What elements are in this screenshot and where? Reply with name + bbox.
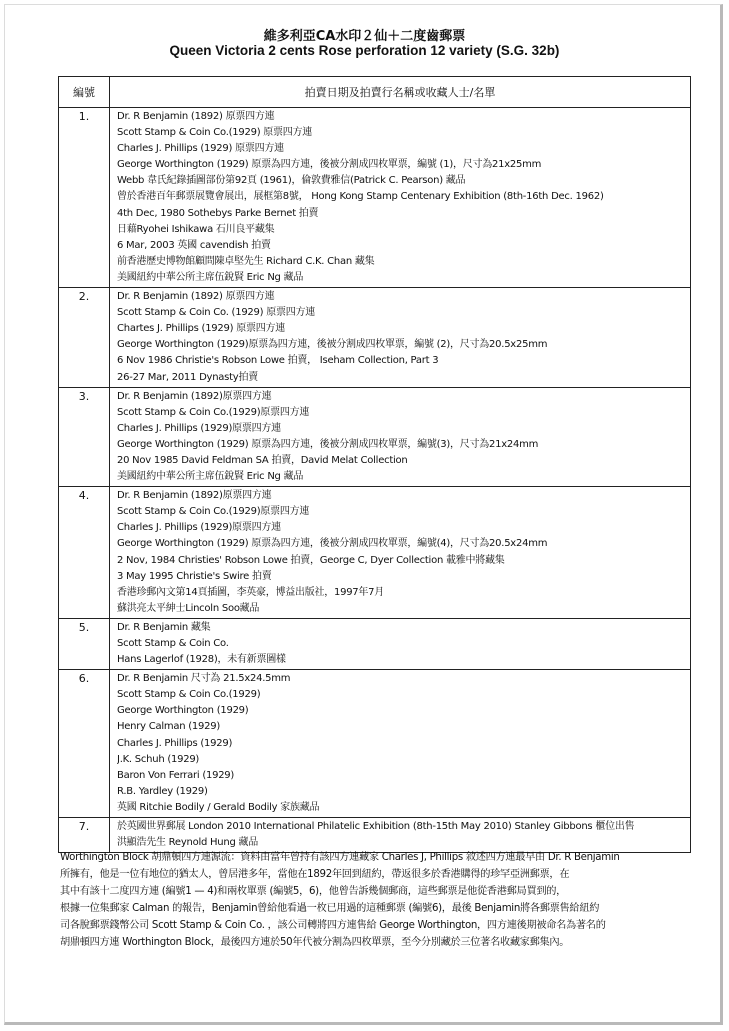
provenance-entry: Henry Calman (1929): [117, 721, 220, 733]
provenance-entry: 香港珍郵內文第14頁插圖，李英豪，博益出版社，1997年7月: [117, 586, 385, 598]
provenance-entry: 美國紐約中華公所主席伍銳賢 Eric Ng 藏品: [117, 271, 304, 283]
table-header-row: [59, 77, 691, 108]
provenance-entry: Dr. R Benjamin 藏集: [117, 621, 211, 633]
provenance-entry: R.B. Yardley (1929): [117, 785, 208, 797]
page-title-chinese: 維多利亞CA水印２仙＋二度齒郵票: [263, 29, 466, 44]
source-note-line: 司各脫郵票錢幣公司 Scott Stamp & Coin Co. ，該公司轉將四方連售給 George Worthington，四方連後期被命名為著名的: [60, 919, 606, 931]
row-entries: [110, 670, 691, 818]
provenance-entry: Charles J. Phillips (1929) 原票四方連: [117, 143, 284, 155]
row-number: 6.: [59, 670, 110, 818]
provenance-entry: Dr. R Benjamin 尺寸為 21.5x24.5mm: [117, 673, 291, 685]
table-row: [59, 108, 691, 288]
provenance-entry: 洪顯浩先生 Reynold Hung 藏品: [117, 837, 258, 849]
provenance-entry: George Worthington (1929) 原票為四方連，後被分割成四枚單票，編號(3)，尺寸為21x24mm: [117, 438, 539, 450]
provenance-entry: Webb 韋氏紀錄插圖部份第92頁 (1961)，倫敦費雅信(Patrick C. Pearson) 藏品: [117, 175, 466, 187]
provenance-entry: Dr. R Benjamin (1892) 原票四方連: [117, 291, 275, 303]
provenance-entry: Scott Stamp & Coin Co.(1929): [117, 689, 261, 701]
provenance-table: [58, 76, 691, 853]
provenance-entry: Chartes J. Phillips (1929) 原票四方連: [117, 323, 285, 335]
provenance-entry: Charles J. Phillips (1929)原票四方連: [117, 522, 281, 534]
provenance-entry: Scott Stamp & Coin Co.(1929)原票四方連: [117, 406, 310, 418]
row-number: 1.: [59, 108, 110, 288]
provenance-entry: 20 Nov 1985 David Feldman SA 拍賣，David Melat Collection: [117, 454, 408, 466]
worthington-block-source-note: [60, 850, 696, 951]
column-header-details: 拍賣日期及拍賣行名稱或收藏人士/名單: [110, 77, 691, 108]
provenance-entry: George Worthington (1929) 原票為四方連，後被分割成四枚單票，編號(4)，尺寸為20.5x24mm: [117, 538, 548, 550]
provenance-entry: 美國紐約中華公所主席伍銳賢 Eric Ng 藏品: [117, 471, 304, 483]
provenance-entry: 4th Dec, 1980 Sothebys Parke Bernet 拍賣: [117, 207, 319, 219]
provenance-entry: 英國 Ritchie Bodily / Gerald Bodily 家族藏品: [117, 801, 320, 813]
provenance-entry: Scott Stamp & Coin Co.(1929)原票四方連: [117, 506, 310, 518]
provenance-entry: 2 Nov, 1984 Christies' Robson Lowe 拍賣，George C, Dyer Collection 載雅中將藏集: [117, 554, 505, 566]
row-entries: [110, 818, 691, 853]
provenance-entry: Charles J. Phillips (1929)原票四方連: [117, 422, 281, 434]
provenance-entry: 3 May 1995 Christie's Swire 拍賣: [117, 570, 272, 582]
table-row: [59, 487, 691, 619]
column-header-number: 編號: [59, 77, 110, 108]
row-number: 4.: [59, 487, 110, 619]
row-number: 2.: [59, 288, 110, 388]
row-number: 7.: [59, 818, 110, 853]
table-row: [59, 387, 691, 487]
provenance-entry: 於英國世界郵展 London 2010 International Philatelic Exhibition (8th-15th May 2010) Stanley Gibbons 櫃位出售: [117, 821, 635, 833]
table-row: [59, 288, 691, 388]
provenance-entry: 前香港歷史博物館顧問陳卓堅先生 Richard C.K. Chan 藏集: [117, 255, 375, 267]
provenance-entry: 6 Mar, 2003 英國 cavendish 拍賣: [117, 239, 271, 251]
provenance-entry: Scott Stamp & Coin Co. (1929) 原票四方連: [117, 307, 315, 319]
provenance-entry: Hans Lagerlof (1928)，未有新票圖樣: [117, 654, 286, 666]
source-note-line: 其中有該十二度四方連 (編號1 — 4)和兩枚單票 (編號5，6)，他曾告訴幾個郵商，這些郵票是他從香港郵局買到的，: [60, 885, 566, 897]
provenance-entry: Scott Stamp & Coin Co.: [117, 638, 229, 649]
row-entries: [110, 618, 691, 669]
provenance-entry: 日藉Ryohei Ishikawa 石川良平藏集: [117, 223, 275, 235]
provenance-entry: Baron Von Ferrari (1929): [117, 769, 235, 781]
provenance-entry: Charles J. Phillips (1929): [117, 737, 233, 749]
row-entries: [110, 108, 691, 288]
provenance-entry: 曾於香港百年郵票展覽會展出，展框第8號， Hong Kong Stamp Centenary Exhibition (8th-16th Dec. 1962): [117, 191, 604, 203]
row-entries: [110, 387, 691, 487]
provenance-entry: George Worthington (1929): [117, 705, 249, 717]
row-number: 5.: [59, 618, 110, 669]
provenance-entry: 蘇洪亮太平紳士Lincoln Soo藏品: [117, 602, 260, 614]
source-note-line: 根據一位集郵家 Calman 的報告，Benjamin曾給他看過一枚已用過的這種郵票 (編號6)，最後 Benjamin將各郵票售給紐約: [60, 902, 600, 914]
table-row: [59, 670, 691, 818]
provenance-entry: Scott Stamp & Coin Co.(1929) 原票四方連: [117, 127, 313, 139]
source-note-line: 所擁有，他是一位有地位的猶太人，曾居港多年，當他在1892年回到紐約，帶返很多於香港購得的珍罕亞洲郵票，在: [60, 868, 570, 880]
source-note-line: Worthington Block 胡鼎頓四方連源流：資料由當年曾持有該四方連藏家 Charles J, Phillips 敘述四方連最早由 Dr. R Benjamin: [60, 852, 620, 863]
page-title-english: Queen Victoria 2 cents Rose perforation 12 variety (S.G. 32b): [169, 43, 560, 58]
source-note-line: 胡鼎頓四方連 Worthington Block，最後四方連於50年代被分割為四枚單票，至今分別藏於三位著名收藏家郵集內。: [60, 936, 570, 948]
provenance-entry: Dr. R Benjamin (1892)原票四方連: [117, 390, 272, 402]
provenance-entry: Dr. R Benjamin (1892)原票四方連: [117, 490, 272, 502]
table-row: [59, 818, 691, 853]
provenance-entry: George Worthington (1929) 原票為四方連，後被分割成四枚單票，編號 (1)，尺寸為21x25mm: [117, 159, 542, 171]
provenance-entry: J.K. Schuh (1929): [117, 753, 200, 765]
provenance-entry: 26-27 Mar, 2011 Dynasty拍賣: [117, 371, 258, 383]
provenance-entry: 6 Nov 1986 Christie's Robson Lowe 拍賣， Iseham Collection, Part 3: [117, 355, 439, 367]
row-number: 3.: [59, 387, 110, 487]
table-body: [59, 108, 691, 853]
provenance-entry: Dr. R Benjamin (1892) 原票四方連: [117, 111, 275, 122]
row-entries: [110, 487, 691, 619]
table-row: [59, 618, 691, 669]
row-entries: [110, 288, 691, 388]
provenance-entry: George Worthington (1929)原票為四方連，後被分割成四枚單票，編號 (2)，尺寸為20.5x25mm: [117, 339, 548, 351]
